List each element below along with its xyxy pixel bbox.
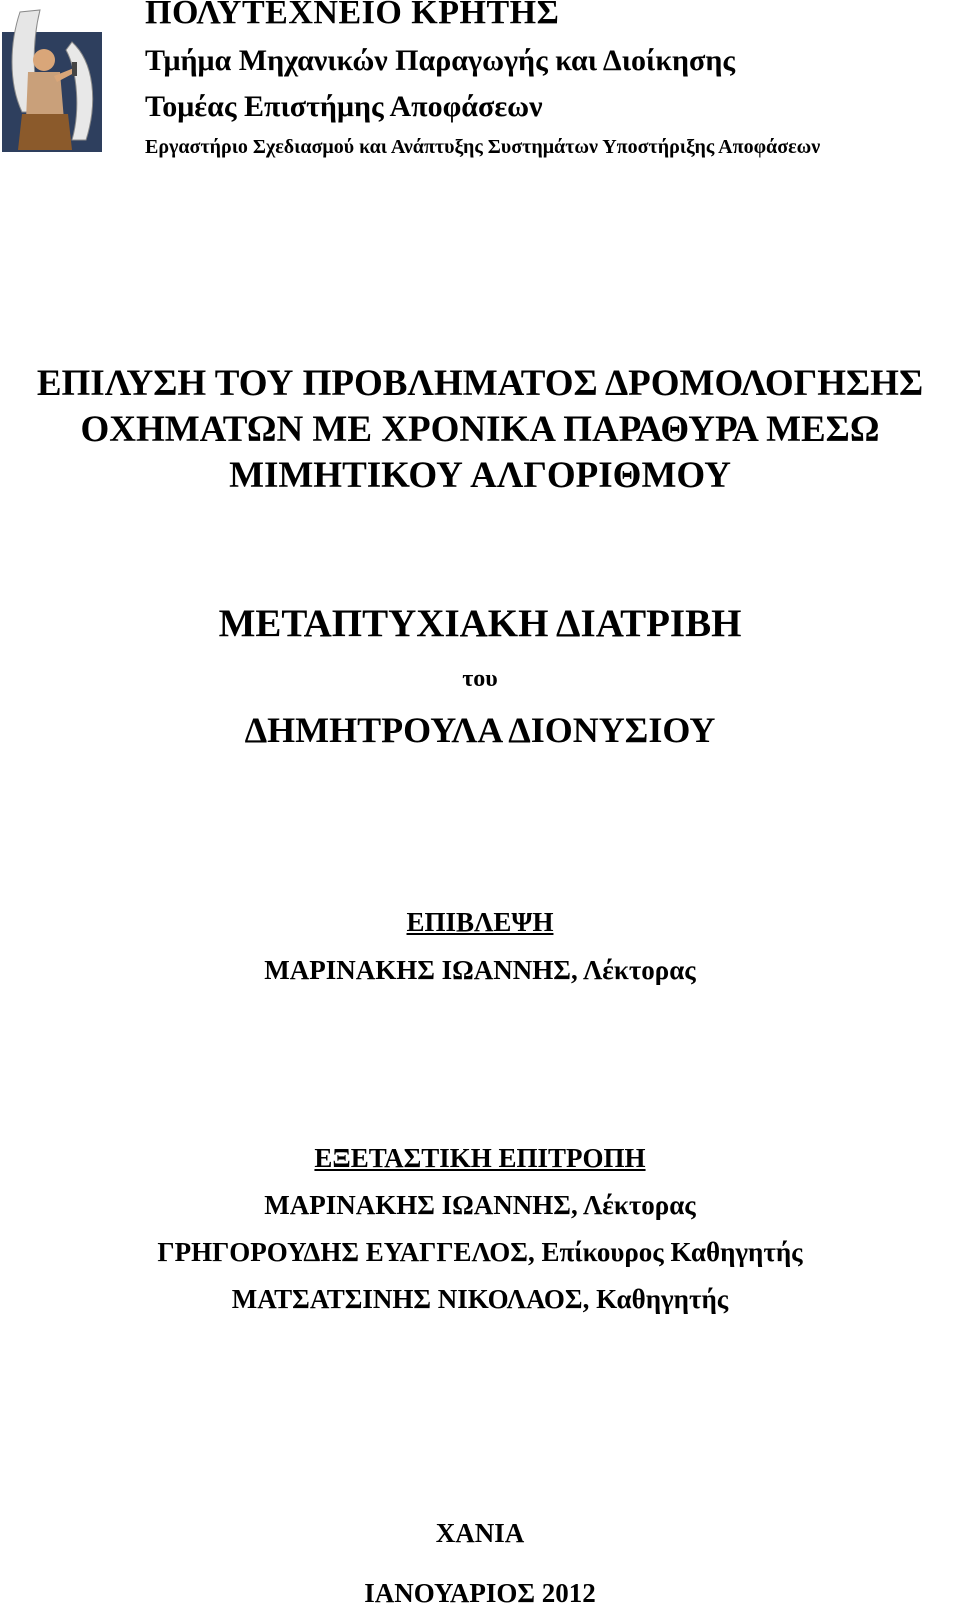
university-logo bbox=[2, 2, 102, 154]
thesis-title-line-3: ΜΙΜΗΤΙΚΟΥ ΑΛΓΟΡΙΘΜΟΥ bbox=[229, 455, 731, 496]
supervision-heading: ΕΠΙΒΛΕΨΗ bbox=[406, 907, 554, 937]
supervisor-name: ΜΑΡΙΝΑΚΗΣ ΙΩΑΝΝΗΣ, Λέκτορας bbox=[264, 955, 696, 985]
thesis-type: ΜΕΤΑΠΤΥΧΙΑΚΗ ΔΙΑΤΡΙΒΗ bbox=[218, 602, 742, 645]
university-name: ΠΟΛΥΤΕΧΝΕΙΟ ΚΡΗΤΗΣ bbox=[145, 0, 560, 31]
author-name: ΔΗΜΗΤΡΟΥΛΑ ΔΙΟΝΥΣΙΟΥ bbox=[244, 710, 716, 750]
thesis-title-line-2: ΟΧΗΜΑΤΩΝ ΜΕ ΧΡΟΝΙΚΑ ΠΑΡΑΘΥΡΑ ΜΕΣΩ bbox=[80, 409, 880, 450]
sector-name: Τομέας Επιστήμης Αποφάσεων bbox=[145, 90, 543, 123]
committee-member: ΜΑΤΣΑΤΣΙΝΗΣ ΝΙΚΟΛΑΟΣ, Καθηγητής bbox=[231, 1284, 729, 1314]
department-name: Τμήμα Μηχανικών Παραγωγής και Διοίκησης bbox=[145, 44, 736, 77]
date: ΙΑΝΟΥΑΡΙΟΣ 2012 bbox=[364, 1578, 596, 1608]
by-word: του bbox=[462, 666, 498, 692]
city: ΧΑΝΙΑ bbox=[435, 1518, 525, 1548]
thesis-title-line-1: ΕΠΙΛΥΣΗ ΤΟΥ ΠΡΟΒΛΗΜΑΤΟΣ ΔΡΟΜΟΛΟΓΗΣΗΣ bbox=[36, 363, 924, 404]
committee-member: ΜΑΡΙΝΑΚΗΣ ΙΩΑΝΝΗΣ, Λέκτορας bbox=[264, 1190, 696, 1220]
committee-heading: ΕΞΕΤΑΣΤΙΚΗ ΕΠΙΤΡΟΠΗ bbox=[314, 1143, 646, 1173]
laboratory-name: Εργαστήριο Σχεδιασμού και Ανάπτυξης Συστημάτων Υποστήριξης Αποφάσεων bbox=[145, 136, 821, 158]
committee-member: ΓΡΗΓΟΡΟΥΔΗΣ ΕΥΑΓΓΕΛΟΣ, Επίκουρος Καθηγητής bbox=[157, 1237, 803, 1267]
